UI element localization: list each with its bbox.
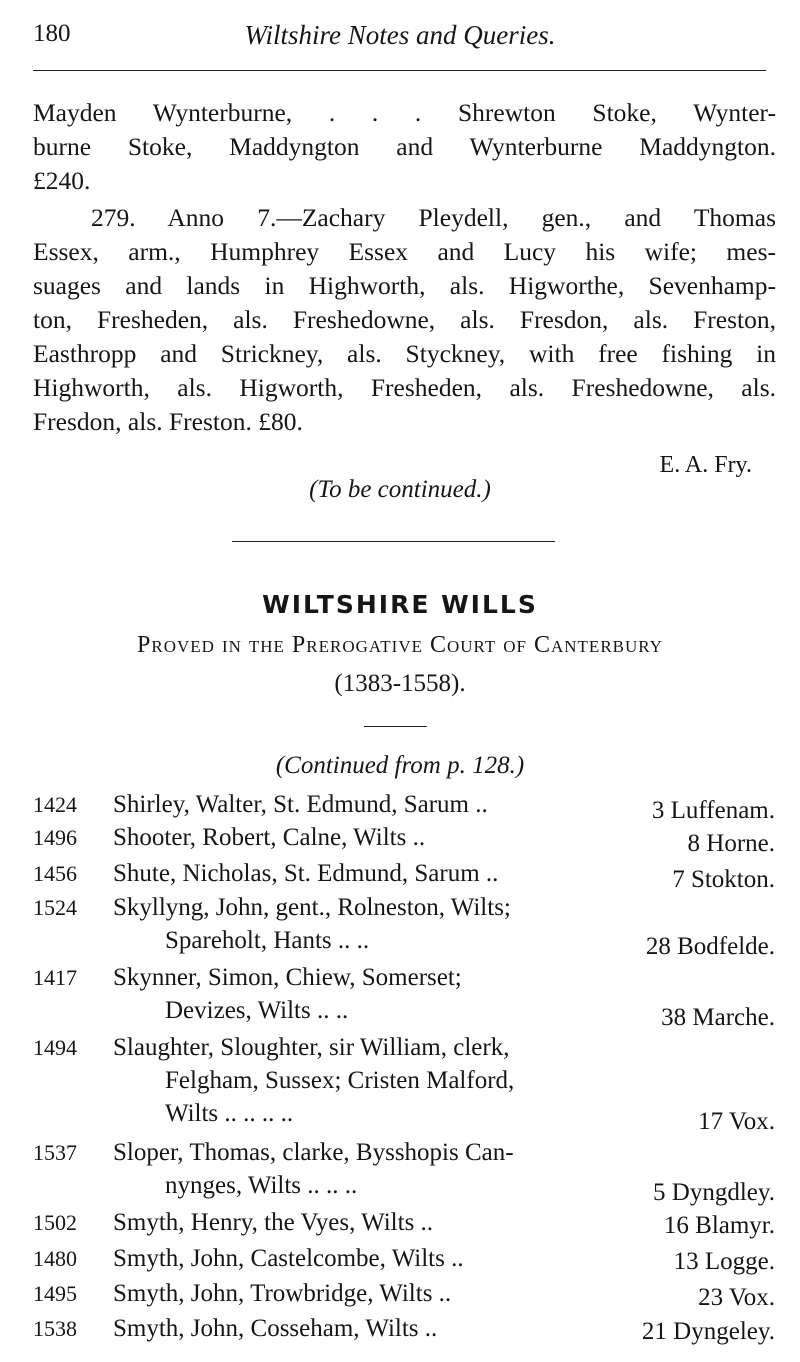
will-reference: 17 Vox. — [698, 1108, 775, 1135]
will-text-line: Smyth, John, Trowbridge, Wilts .. — [113, 1280, 452, 1307]
will-reference: 5 Dyngdley. — [653, 1179, 775, 1206]
paragraph-279 — [33, 201, 776, 439]
short-divider — [364, 726, 427, 727]
text-line: £240. — [33, 166, 91, 195]
will-text-line: Spareholt, Hants .. .. — [165, 927, 370, 954]
will-year: 1495 — [33, 1281, 77, 1306]
text-line: Essex, arm., Humphrey Essex and Lucy his wife; mes- — [33, 237, 776, 266]
will-reference: 23 Vox. — [698, 1284, 775, 1311]
will-text-line: Skyllyng, John, gent., Rolneston, Wilts; — [113, 894, 511, 921]
will-reference: 7 Stokton. — [672, 866, 775, 893]
will-text-line: nynges, Wilts .. .. .. — [165, 1172, 358, 1199]
will-reference: 21 Dyngeley. — [641, 1318, 775, 1345]
to-be-continued-note: (To be continued.) — [309, 476, 491, 503]
will-text-line: Smyth, Henry, the Vyes, Wilts .. — [113, 1209, 434, 1236]
section-title: WILTSHIRE WILLS — [262, 590, 538, 619]
will-year: 1524 — [33, 895, 77, 920]
will-year: 1417 — [33, 965, 77, 990]
text-line: burne Stoke, Maddyngton and Wynterburne Maddyngton. — [33, 132, 776, 161]
text-line: suages and lands in Highworth, als. Higworthe, Sevenhamp- — [33, 271, 776, 300]
text-line: Mayden Wynterburne, . . . Shrewton Stoke, Wynter- — [33, 98, 776, 127]
will-text-line: Smyth, John, Cosseham, Wilts .. — [113, 1315, 438, 1342]
author-signature: E. A. Fry. — [659, 452, 752, 478]
will-year: 1424 — [33, 792, 77, 817]
will-reference: 3 Luffenam. — [651, 797, 775, 824]
will-year: 1537 — [33, 1140, 77, 1165]
will-text-line: Skynner, Simon, Chiew, Somerset; — [113, 964, 462, 991]
text-line: Fresdon, als. Freston. £80. — [33, 407, 303, 436]
will-text-line: Sloper, Thomas, clarke, Bysshopis Can- — [113, 1139, 514, 1166]
will-reference: 16 Blamyr. — [663, 1212, 775, 1239]
running-title: Wiltshire Notes and Queries. — [244, 20, 556, 50]
header-rule — [33, 70, 766, 71]
will-text-line: Shirley, Walter, St. Edmund, Sarum .. — [113, 791, 488, 818]
will-text-line: Felgham, Sussex; Cristen Malford, — [165, 1067, 515, 1094]
continued-from-note: (Continued from p. 128.) — [275, 752, 525, 779]
will-year: 1456 — [33, 861, 77, 886]
section-dates: (1383-1558). — [334, 670, 466, 697]
will-text-line: Devizes, Wilts .. .. — [165, 997, 349, 1024]
will-reference: 28 Bodfelde. — [645, 933, 775, 960]
section-divider — [232, 541, 555, 542]
will-reference: 38 Marche. — [661, 1004, 775, 1031]
will-text-line: Shute, Nicholas, St. Edmund, Sarum .. — [113, 860, 499, 887]
will-reference: 8 Horne. — [687, 830, 775, 857]
text-line: ton, Fresheden, als. Freshedowne, als. Fresdon, als. Freston, — [33, 305, 776, 334]
text-line: Highworth, als. Higworth, Fresheden, als. Freshedowne, als. — [33, 373, 776, 402]
text-line: Easthropp and Strickney, als. Styckney, with free fishing in — [33, 339, 776, 368]
will-year: 1496 — [33, 825, 77, 850]
will-text-line: Wilts .. .. .. .. — [165, 1100, 294, 1127]
will-year: 1538 — [33, 1316, 77, 1341]
will-text-line: Slaughter, Sloughter, sir William, clerk, — [113, 1034, 510, 1061]
section-subtitle: Proved in the Prerogative Court of Canterbury — [137, 632, 663, 658]
will-year: 1480 — [33, 1246, 77, 1271]
paragraph-278-end — [33, 96, 776, 198]
will-year: 1502 — [33, 1210, 77, 1235]
will-year: 1494 — [33, 1035, 77, 1060]
page-number: 180 — [33, 20, 71, 47]
text-line: 279. Anno 7.—Zachary Pleydell, gen., and Thomas — [91, 203, 776, 232]
will-reference: 13 Logge. — [673, 1248, 775, 1275]
will-text-line: Shooter, Robert, Calne, Wilts .. — [113, 824, 426, 851]
will-text-line: Smyth, John, Castelcombe, Wilts .. — [113, 1245, 464, 1272]
